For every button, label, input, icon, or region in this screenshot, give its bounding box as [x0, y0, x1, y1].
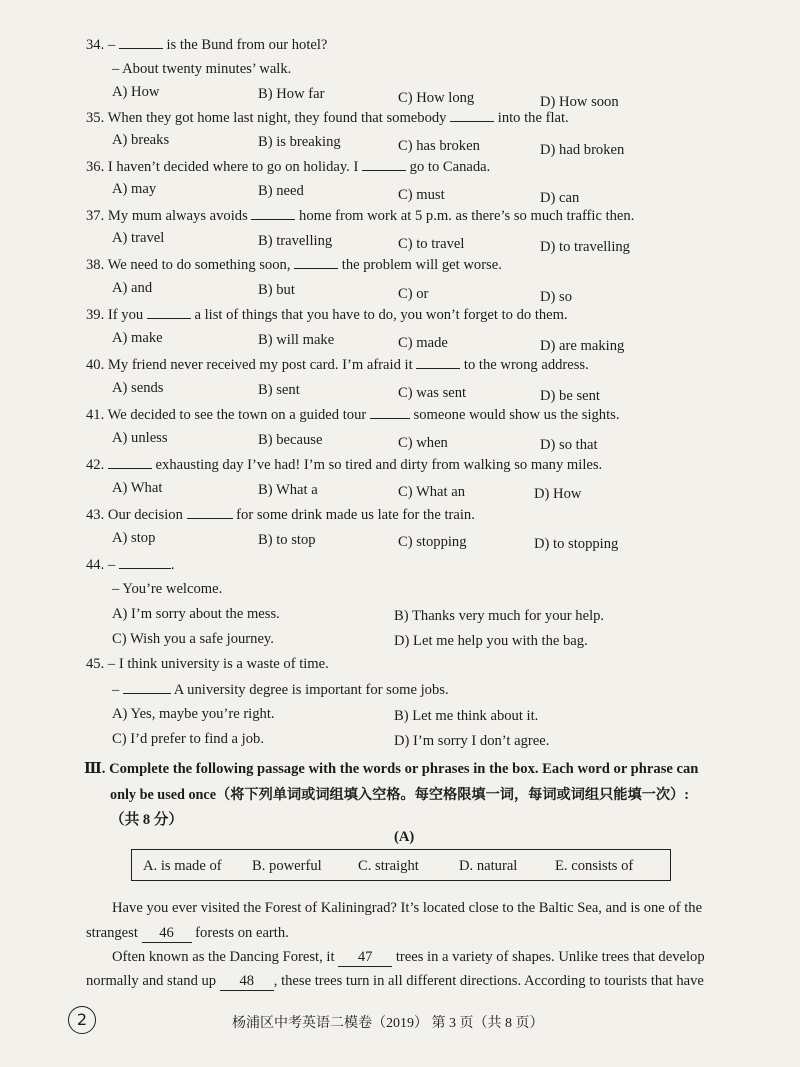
option-c: C) must [398, 187, 445, 203]
option-d: D) had broken [540, 142, 625, 158]
question-34: 34. – is the Bund from our hotel? [86, 37, 328, 53]
answer-blank [119, 36, 163, 49]
question-34-reply: – About twenty minutes’ walk. [112, 61, 292, 77]
question-40: 40. My friend never received my post card. I’m afraid it to the wrong address. [86, 357, 589, 373]
passage-line: normally and stand up 48 , these trees turn in all different directions. According to tourists that have [86, 973, 704, 989]
answer-blank [187, 506, 233, 519]
option-d: D) How soon [540, 94, 619, 110]
option-c: C) What an [398, 484, 466, 500]
option-c: C) Wish you a safe journey. [112, 631, 274, 647]
section-3-score: （共 8 分） [110, 812, 183, 828]
word-option-b: B. powerful [252, 858, 322, 874]
question-44-reply: – You’re welcome. [112, 581, 223, 597]
passage-line: strangest 46 forests on earth. [86, 925, 289, 941]
option-a: A) breaks [112, 132, 170, 148]
option-d: D) to stopping [534, 536, 619, 552]
option-a: A) What [112, 480, 163, 496]
option-a: A) may [112, 181, 157, 197]
question-42: 42. exhausting day I’ve had! I’m so tired and dirty from walking so many miles. [86, 457, 603, 473]
option-b: B) will make [258, 332, 335, 348]
question-45: 45. – I think university is a waste of time. [86, 656, 329, 672]
answer-blank [123, 681, 171, 694]
option-d: D) be sent [540, 388, 600, 404]
option-c: C) stopping [398, 534, 467, 550]
word-option-a: A. is made of [143, 858, 222, 874]
option-d: D) can [540, 190, 580, 206]
option-c: C) to travel [398, 236, 465, 252]
option-b: B) to stop [258, 532, 316, 548]
option-b: B) What a [258, 482, 318, 498]
blank-47: 47 [338, 949, 392, 967]
page-circle-number: 2 [68, 1006, 96, 1034]
question-44: 44. – . [86, 557, 175, 573]
option-d: D) How [534, 486, 582, 502]
word-option-e: E. consists of [555, 858, 634, 874]
option-a: A) How [112, 84, 160, 100]
answer-blank [108, 456, 152, 469]
question-45-reply: – A university degree is important for some jobs. [112, 682, 449, 698]
option-b: B) need [258, 183, 304, 199]
option-b: B) sent [258, 382, 300, 398]
option-c: C) was sent [398, 385, 467, 401]
option-a: A) I’m sorry about the mess. [112, 606, 280, 622]
answer-blank [370, 406, 410, 419]
question-38: 38. We need to do something soon, the problem will get worse. [86, 257, 502, 273]
option-a: A) make [112, 330, 163, 346]
option-b: B) Thanks very much for your help. [394, 608, 605, 624]
answer-blank [147, 306, 191, 319]
question-36: 36. I haven’t decided where to go on holiday. I go to Canada. [86, 159, 491, 175]
word-option-c: C. straight [358, 858, 419, 874]
option-d: D) so [540, 289, 573, 305]
option-c: C) I’d prefer to find a job. [112, 731, 264, 747]
option-b: B) How far [258, 86, 325, 102]
section-3-instructions: Ⅲ. Complete the following passage with the words or phrases in the box. Each word or phrase can [84, 761, 699, 777]
option-d: D) are making [540, 338, 625, 354]
question-37: 37. My mum always avoids home from work at 5 p.m. as there’s so much traffic then. [86, 208, 635, 224]
option-c: C) or [398, 286, 429, 302]
option-a: A) travel [112, 230, 165, 246]
option-b: B) Let me think about it. [394, 708, 539, 724]
option-b: B) is breaking [258, 134, 341, 150]
question-43: 43. Our decision for some drink made us late for the train. [86, 507, 475, 523]
answer-blank [416, 356, 460, 369]
option-a: A) sends [112, 380, 164, 396]
answer-blank [450, 109, 494, 122]
answer-blank [251, 207, 295, 220]
option-b: B) travelling [258, 233, 333, 249]
option-a: A) and [112, 280, 153, 296]
option-d: D) Let me help you with the bag. [394, 633, 588, 649]
option-b: B) because [258, 432, 323, 448]
option-c: C) made [398, 335, 448, 351]
option-a: A) Yes, maybe you’re right. [112, 706, 275, 722]
answer-blank [362, 158, 406, 171]
passage-line: Have you ever visited the Forest of Kaliningrad? It’s located close to the Baltic Sea, and is one of the [112, 900, 703, 916]
blank-48: 48 [220, 973, 274, 991]
option-c: C) has broken [398, 138, 480, 154]
page-footer: 杨浦区中考英语二模卷（2019） 第 3 页（共 8 页） [232, 1016, 544, 1031]
option-a: A) stop [112, 530, 156, 546]
option-d: D) so that [540, 437, 598, 453]
passage-line: Often known as the Dancing Forest, it 47 trees in a variety of shapes. Unlike trees that develop [112, 949, 705, 965]
question-35: 35. When they got home last night, they found that somebody into the flat. [86, 110, 569, 126]
word-option-d: D. natural [459, 858, 518, 874]
question-41: 41. We decided to see the town on a guided tour someone would show us the sights. [86, 407, 620, 423]
answer-blank [119, 556, 171, 569]
option-c: C) How long [398, 90, 475, 106]
question-39: 39. If you a list of things that you have to do, you won’t forget to do them. [86, 307, 568, 323]
answer-blank [294, 256, 338, 269]
option-b: B) but [258, 282, 295, 298]
option-c: C) when [398, 435, 448, 451]
option-d: D) I’m sorry I don’t agree. [394, 733, 550, 749]
option-a: A) unless [112, 430, 168, 446]
option-d: D) to travelling [540, 239, 630, 255]
blank-46: 46 [142, 925, 192, 943]
part-a-label: (A) [394, 829, 415, 845]
section-3-instructions-line2: only be used once（将下列单词或词组填入空格。每空格限填一词，每词或词组只能填一次）: [110, 787, 689, 803]
